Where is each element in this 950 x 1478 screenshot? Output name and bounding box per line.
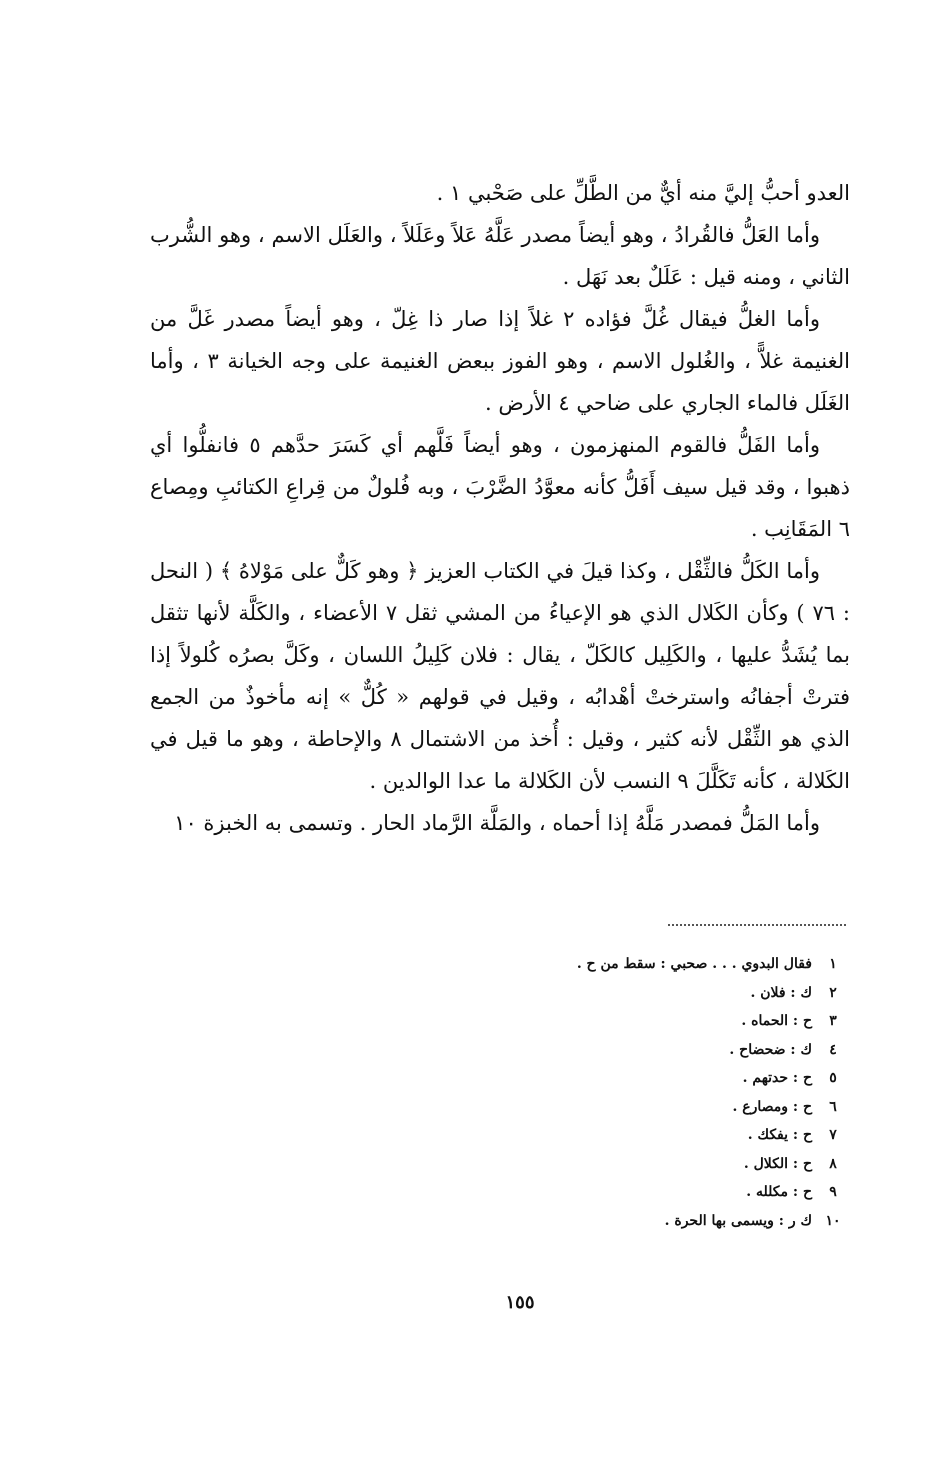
footnote-text: ك : فلان . [750,984,812,1001]
footnote-item [450,1007,846,1036]
footnote-number: ٨ [829,1155,837,1172]
footnote-item [450,1036,846,1065]
main-text [150,172,850,844]
footnote-number: ٣ [829,1013,837,1029]
footnote-number: ٩ [829,1184,837,1200]
footnotes [450,950,846,1235]
paragraph: وأما العَلُّ فالقُرادُ ، وهو أيضاً مصدر عَلَّهُ عَلاً وعَلَلاً ، والعَلَل الاسم ، وهو الشُّرب الثاني ، ومنه قيل : عَلَلٌ بعد نَهَل . [150,223,850,289]
paragraph: وأما المَلُّ فمصدر مَلَّهُ إذا أحماه ، والمَلَّة الرَّماد الحار . وتسمى به الخبزة ١٠ [174,811,820,835]
footnote-item [450,1207,846,1236]
footnote-item [450,1150,846,1179]
footnote-text: ح : ومصارع . [732,1098,812,1115]
footnote-number: ٤ [829,1041,837,1058]
footnote-text: ح : الكلال . [743,1155,812,1172]
footnote-text: فقال البدوي . . . صحبي : سقط من ح . [576,956,812,972]
footnote-number: ٢ [829,984,837,1001]
paragraph: وأما الفَلُّ فالقوم المنهزمون ، وهو أيضاً فَلَّهم أي كَسَرَ حدَّهم ٥ فانفلُّوا أي ذهبوا ، وقد قيل سيف أَفَلُّ كأنه معوَّدُ الضَّرْبَ ، وبه فُلولٌ من قِراعِ الكتائبِ ومِصاع ٦ المَقَانِب . [150,433,850,541]
footnote-number: ١ [829,956,837,972]
footnote-text: ح : حدتهم . [742,1070,812,1086]
footnote-number: ٥ [829,1070,837,1086]
footnote-text: ك ر : ويسمى بها الحرة . [664,1212,812,1229]
footnote-item [450,1178,846,1207]
footnote-text: ح : يفكك . [747,1127,812,1143]
footnote-text: ك : ضحضاح . [729,1041,812,1058]
footnote-item [450,1093,846,1122]
footnote-text: ح : الحماه . [741,1013,812,1029]
paragraph: العدو أحبُّ إليَّ منه أيٌّ من الطَّلِّ على صَحْبي ١ . [436,181,850,205]
page-number: ١٥٥ [505,1292,535,1313]
footnote-text: ح : مكلله . [746,1184,812,1200]
footnote-item [450,979,846,1008]
footnote-divider [668,924,846,926]
footnote-number: ٧ [829,1127,837,1143]
footnote-number: ٦ [829,1098,837,1115]
footnote-item [450,950,846,979]
footnote-number: ١٠ [825,1212,841,1229]
footnote-item [450,1121,846,1150]
paragraph: وأما الكَلُّ فالثِّقْل ، وكذا قيلَ في الكتاب العزيز ﴿ وهو كَلٌّ على مَوْلاهُ ﴾ ( النحل : ٧٦ ) وكأن الكَلال الذي هو الإعياءُ من المشي ثقل ٧ الأعضاء ، والكَلَّة لأنها تثقل بما يُشَدُّ عليها ، والكَلِيل كالكَلّ ، يقال : فلان كَلِيلُ اللسان ، وكَلَّ بصرُه كُلولاً إذا فترتْ أجفانُه واسترختْ أهْدابُه ، وقيل في قولهم « كُلٌّ » إنه مأخوذٌ من الجمع الذي هو الثِّقْل لأنه كثير ، وقيل : أُخذ من الاشتمال ٨ والإحاطة ، وهو ما قيل في الكَلالة ، كأنه تَكَلَّلَ ٩ النسب لأن الكَلالة ما عدا الوالدين . [150,559,850,793]
paragraph: وأما الغلُّ فيقال غُلَّ فؤاده ٢ غلاً إذا صار ذا غِلّ ، وهو أيضاً مصدر غَلَّ من الغنيمة غلاًّ ، والغُلول الاسم ، وهو الفوز ببعض الغنيمة على وجه الخيانة ٣ ، وأما الغَلَل فالماء الجاري على ضاحي ٤ الأرض . [150,307,850,415]
footnote-item [450,1064,846,1093]
